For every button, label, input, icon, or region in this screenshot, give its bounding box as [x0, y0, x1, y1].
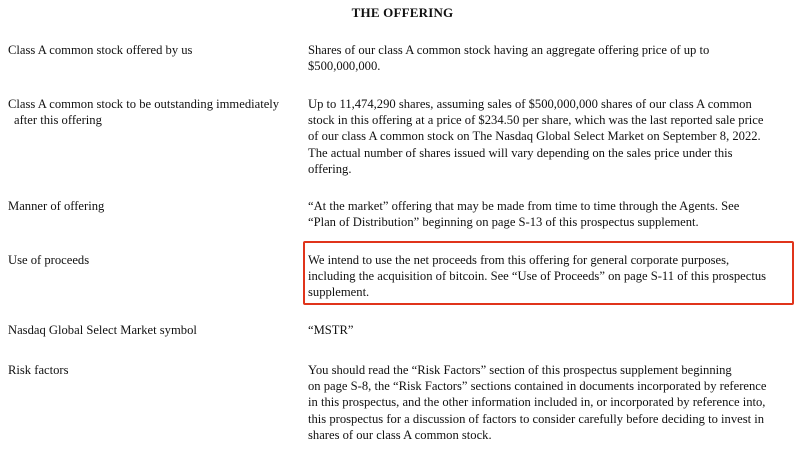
row-content-line: “Plan of Distribution” beginning on page S-13 of this prospectus supplement.	[308, 215, 699, 230]
row-content-line: You should read the “Risk Factors” section of this prospectus supplement beginning	[308, 363, 732, 377]
row-label	[8, 252, 300, 268]
row-content-line: in this prospectus, and the other information included in, or incorporated by reference into,	[308, 395, 766, 410]
row-content-line: $500,000,000.	[308, 59, 381, 74]
row-content	[308, 322, 803, 338]
row-content-line: Shares of our class A common stock having an aggregate offering price of up to	[308, 43, 710, 57]
row-content-line: Up to 11,474,290 shares, assuming sales of $500,000,000 shares of our class A common	[308, 97, 752, 111]
row-label-line: Use of proceeds	[8, 253, 90, 267]
row-content-line: supplement.	[308, 285, 370, 300]
row-label-line: after this offering	[14, 113, 102, 128]
row-content	[308, 362, 803, 443]
row-label-line: Nasdaq Global Select Market symbol	[8, 323, 197, 337]
row-label-line: Risk factors	[8, 363, 69, 377]
row-label-line: Class A common stock to be outstanding immediately	[8, 97, 280, 111]
section-title: THE OFFERING	[351, 5, 454, 20]
ticker-symbol: “MSTR”	[308, 323, 354, 337]
row-content	[308, 198, 803, 230]
row-content-line: We intend to use the net proceeds from this offering for general corporate purposes,	[308, 253, 730, 267]
row-content-line: stock in this offering at a price of $234.50 per share, which was the last reported sale price	[308, 113, 764, 128]
row-content-line: shares of our class A common stock.	[308, 427, 492, 442]
row-label	[8, 362, 300, 378]
row-content-line: on page S-8, the “Risk Factors” sections contained in documents incorporated by reference	[308, 379, 767, 394]
row-label	[8, 42, 300, 58]
row-content	[308, 96, 803, 177]
row-label-line: Class A common stock offered by us	[8, 43, 193, 57]
row-content-line: of our class A common stock on The Nasdaq Global Select Market on September 8, 2022.	[308, 129, 761, 144]
row-content	[308, 42, 803, 74]
row-label	[8, 322, 300, 338]
row-content-line: including the acquisition of bitcoin. See “Use of Proceeds” on page S-11 of this prospectus	[308, 269, 767, 284]
row-label	[8, 198, 300, 214]
highlight-box	[303, 241, 794, 305]
row-label-line: Manner of offering	[8, 199, 105, 213]
row-content-line: The actual number of shares issued will vary depending on the sales price under this	[308, 145, 733, 160]
row-content-line: “At the market” offering that may be made from time to time through the Agents. See	[308, 199, 740, 213]
row-content-line: this prospectus for a discussion of factors to consider carefully before deciding to invest in	[308, 411, 765, 426]
row-label	[8, 96, 300, 128]
row-content-line: offering.	[308, 161, 352, 176]
